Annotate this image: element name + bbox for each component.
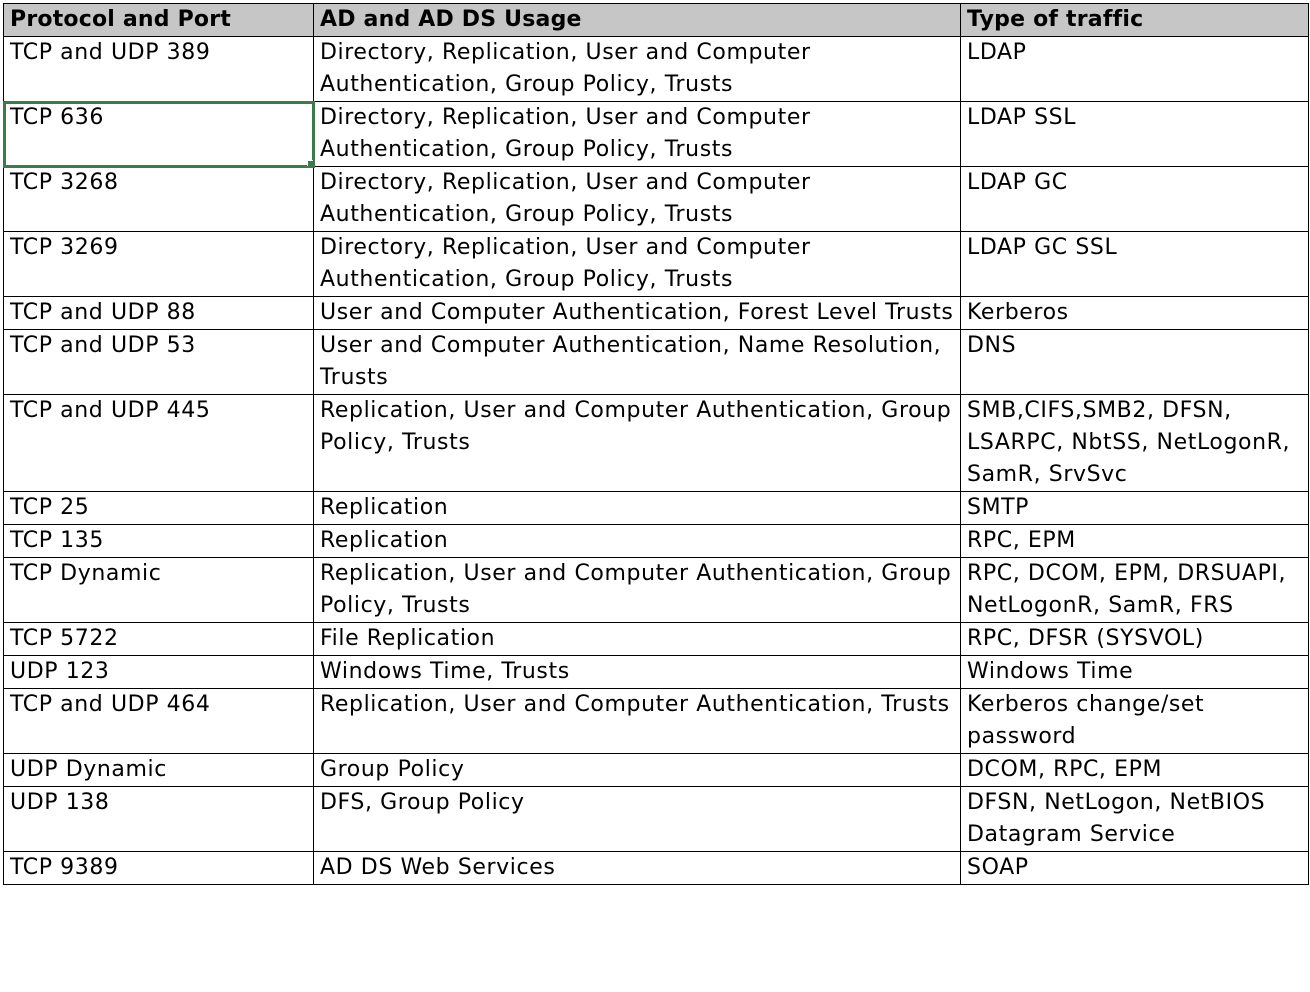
usage-cell[interactable]: Replication, User and Computer Authentication, Group Policy, Trusts: [314, 395, 961, 492]
protocol-cell[interactable]: TCP 3269: [4, 232, 314, 297]
header-ad-usage[interactable]: AD and AD DS Usage: [314, 4, 961, 37]
table-row: [4, 558, 1309, 623]
table-row: [4, 525, 1309, 558]
fill-handle[interactable]: [307, 160, 314, 167]
table-row: [4, 297, 1309, 330]
usage-cell[interactable]: DFS, Group Policy: [314, 787, 961, 852]
table-row: [4, 395, 1309, 492]
protocol-cell[interactable]: TCP and UDP 389: [4, 37, 314, 102]
table-row: [4, 656, 1309, 689]
traffic-cell[interactable]: Windows Time: [961, 656, 1309, 689]
traffic-cell[interactable]: SOAP: [961, 852, 1309, 885]
protocol-cell[interactable]: TCP and UDP 53: [4, 330, 314, 395]
protocol-cell[interactable]: TCP and UDP 464: [4, 689, 314, 754]
traffic-cell[interactable]: LDAP GC SSL: [961, 232, 1309, 297]
traffic-cell[interactable]: RPC, DFSR (SYSVOL): [961, 623, 1309, 656]
ports-table: [3, 3, 1309, 885]
table-row: [4, 492, 1309, 525]
usage-cell[interactable]: Replication: [314, 525, 961, 558]
usage-cell[interactable]: Directory, Replication, User and Computer Authentication, Group Policy, Trusts: [314, 167, 961, 232]
usage-cell[interactable]: Group Policy: [314, 754, 961, 787]
table-row: [4, 37, 1309, 102]
usage-cell[interactable]: AD DS Web Services: [314, 852, 961, 885]
traffic-cell[interactable]: DFSN, NetLogon, NetBIOS Datagram Service: [961, 787, 1309, 852]
table-row: [4, 852, 1309, 885]
table-body: [4, 37, 1309, 885]
usage-cell[interactable]: User and Computer Authentication, Name Resolution, Trusts: [314, 330, 961, 395]
table-row: [4, 102, 1309, 167]
protocol-cell[interactable]: UDP Dynamic: [4, 754, 314, 787]
protocol-cell[interactable]: TCP 3268: [4, 167, 314, 232]
table-row: [4, 787, 1309, 852]
header-row: [4, 4, 1309, 37]
header-protocol-and-port[interactable]: Protocol and Port: [4, 4, 314, 37]
protocol-cell[interactable]: UDP 123: [4, 656, 314, 689]
traffic-cell[interactable]: RPC, EPM: [961, 525, 1309, 558]
usage-cell[interactable]: Windows Time, Trusts: [314, 656, 961, 689]
traffic-cell[interactable]: SMTP: [961, 492, 1309, 525]
traffic-cell[interactable]: Kerberos change/set password: [961, 689, 1309, 754]
table-row: [4, 330, 1309, 395]
traffic-cell[interactable]: DNS: [961, 330, 1309, 395]
usage-cell[interactable]: Directory, Replication, User and Computer Authentication, Group Policy, Trusts: [314, 37, 961, 102]
usage-cell[interactable]: Replication: [314, 492, 961, 525]
table-row: [4, 623, 1309, 656]
usage-cell[interactable]: Replication, User and Computer Authentication, Group Policy, Trusts: [314, 558, 961, 623]
table-row: [4, 167, 1309, 232]
protocol-cell[interactable]: TCP 5722: [4, 623, 314, 656]
protocol-cell[interactable]: TCP 9389: [4, 852, 314, 885]
traffic-cell[interactable]: Kerberos: [961, 297, 1309, 330]
traffic-cell[interactable]: LDAP GC: [961, 167, 1309, 232]
protocol-cell[interactable]: TCP and UDP 88: [4, 297, 314, 330]
usage-cell[interactable]: Directory, Replication, User and Computer Authentication, Group Policy, Trusts: [314, 232, 961, 297]
protocol-cell[interactable]: TCP and UDP 445: [4, 395, 314, 492]
traffic-cell[interactable]: RPC, DCOM, EPM, DRSUAPI, NetLogonR, SamR, FRS: [961, 558, 1309, 623]
traffic-cell[interactable]: DCOM, RPC, EPM: [961, 754, 1309, 787]
header-type-of-traffic[interactable]: Type of traffic: [961, 4, 1309, 37]
protocol-cell[interactable]: UDP 138: [4, 787, 314, 852]
protocol-cell-selected[interactable]: TCP 636: [4, 102, 314, 167]
table-row: [4, 689, 1309, 754]
protocol-cell[interactable]: TCP 135: [4, 525, 314, 558]
protocol-cell[interactable]: TCP Dynamic: [4, 558, 314, 623]
usage-cell[interactable]: User and Computer Authentication, Forest Level Trusts: [314, 297, 961, 330]
usage-cell[interactable]: Directory, Replication, User and Computer Authentication, Group Policy, Trusts: [314, 102, 961, 167]
traffic-cell[interactable]: LDAP SSL: [961, 102, 1309, 167]
protocol-cell[interactable]: TCP 25: [4, 492, 314, 525]
table-row: [4, 754, 1309, 787]
usage-cell[interactable]: Replication, User and Computer Authentication, Trusts: [314, 689, 961, 754]
usage-cell[interactable]: File Replication: [314, 623, 961, 656]
traffic-cell[interactable]: LDAP: [961, 37, 1309, 102]
table-row: [4, 232, 1309, 297]
traffic-cell[interactable]: SMB,CIFS,SMB2, DFSN, LSARPC, NbtSS, NetLogonR, SamR, SrvSvc: [961, 395, 1309, 492]
